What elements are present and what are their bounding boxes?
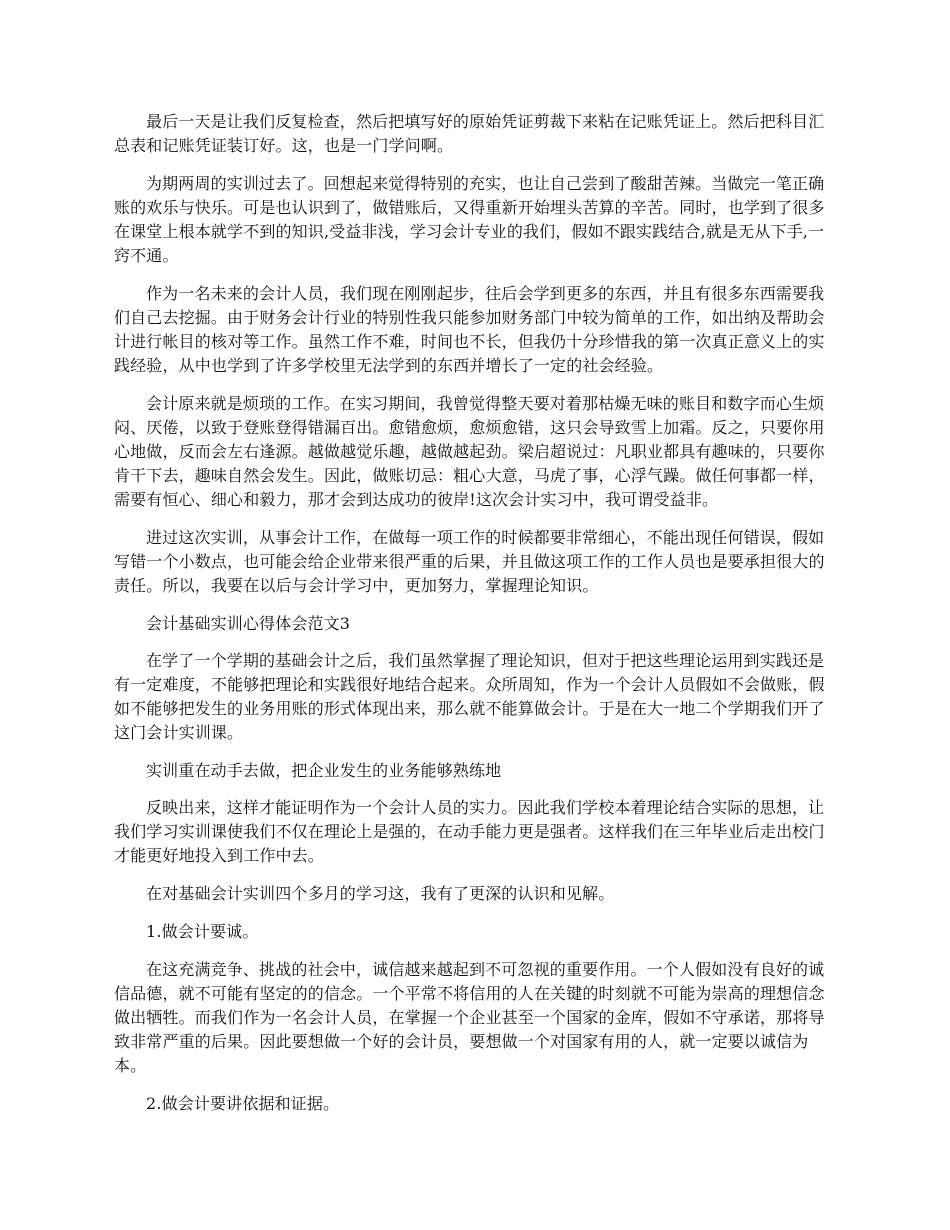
paragraph-2: 为期两周的实训过去了。回想起来觉得特别的充实，也让自己尝到了酸甜苦辣。当做完一笔正确账的欢乐与快乐。可是也认识到了，做错账后，又得重新开始埋头苦算的辛苦。同时，也学到了很多在课堂上根本就学不到的知识,受益非浅，学习会计专业的我们，假如不跟实践结合,就是无从下手,一窍不通。 [114, 174, 825, 265]
section-heading: 会计基础实训心得体会范文3 [146, 614, 351, 633]
paragraph-1: 最后一天是让我们反复检查，然后把填写好的原始凭证剪裁下来粘在记账凭证上。然后把科目汇总表和记账凭证装订好。这，也是一门学问啊。 [114, 112, 825, 155]
paragraph-9: 在对基础会计实训四个多月的学习这，我有了更深的认识和见解。 [146, 884, 615, 903]
list-heading-2: 2.做会计要讲依据和证据。 [146, 1094, 340, 1113]
paragraph-8: 反映出来，这样才能证明作为一个会计人员的实力。因此我们学校本着理论结合实际的思想，让我们学习实训课使我们不仅在理论上是强的，在动手能力更是强者。这样我们在三年毕业后走出校门才能更好地投入到工作中去。 [114, 798, 825, 865]
paragraph-5: 进过这次实训，从事会计工作，在做每一项工作的时候都要非常细心，不能出现任何错误，假如写错一个小数点，也可能会给企业带来很严重的后果，并且做这项工作的工作人员也是要承担很大的责任。所以，我要在以后与会计学习中，更加努力，掌握理论知识。 [114, 528, 825, 595]
paragraph-3: 作为一名未来的会计人员，我们现在刚刚起步，往后会学到更多的东西，并且有很多东西需要我们自己去挖掘。由于财务会计行业的特别性我只能参加财务部门中较为简单的工作，如出纳及帮助会计进行帐目的核对等工作。虽然工作不难，时间也不长，但我仍十分珍惜我的第一次真正意义上的实践经验，从中也学到了许多学校里无法学到的东西并增长了一定的社会经验。 [114, 284, 825, 375]
paragraph-6: 在学了一个学期的基础会计之后，我们虽然掌握了理论知识，但对于把这些理论运用到实践还是有一定难度，不能够把理论和实践很好地结合起来。众所周知，作为一个会计人员假如不会做账，假如不能够把发生的业务用账的形式体现出来，那么就不能算做会计。于是在大一地二个学期我们开了这门会计实训课。 [114, 651, 825, 742]
paragraph-7: 实训重在动手去做，把企业发生的业务能够熟练地 [146, 761, 502, 780]
list-heading-1: 1.做会计要诚。 [146, 922, 259, 941]
paragraph-10: 在这充满竞争、挑战的社会中，诚信越来越起到不可忽视的重要作用。一个人假如没有良好的诚信品德，就不可能有坚定的的信念。一个平常不将信用的人在关键的时刻就不可能为崇高的理想信念做出牺牲。而我们作为一名会计人员，在掌握一个企业甚至一个国家的金库，假如不守承诺，那将导致非常严重的后果。因此要想做一个好的会计员，要想做一个对国家有用的人，就一定要以诚信为本。 [114, 960, 825, 1075]
paragraph-4: 会计原来就是烦琐的工作。在实习期间，我曾觉得整天要对着那枯燥无味的账目和数字而心生烦闷、厌倦，以致于登账登得错漏百出。愈错愈烦，愈烦愈错，这只会导致雪上加霜。反之，只要你用心地做，反而会左右逢源。越做越觉乐趣，越做越起劲。梁启超说过：凡职业都具有趣味的，只要你肯干下去，趣味自然会发生。因此，做账切忌：粗心大意，马虎了事，心浮气躁。做任何事都一样，需要有恒心、细心和毅力，那才会到达成功的彼岸!这次会计实习中，我可谓受益非。 [114, 394, 825, 509]
